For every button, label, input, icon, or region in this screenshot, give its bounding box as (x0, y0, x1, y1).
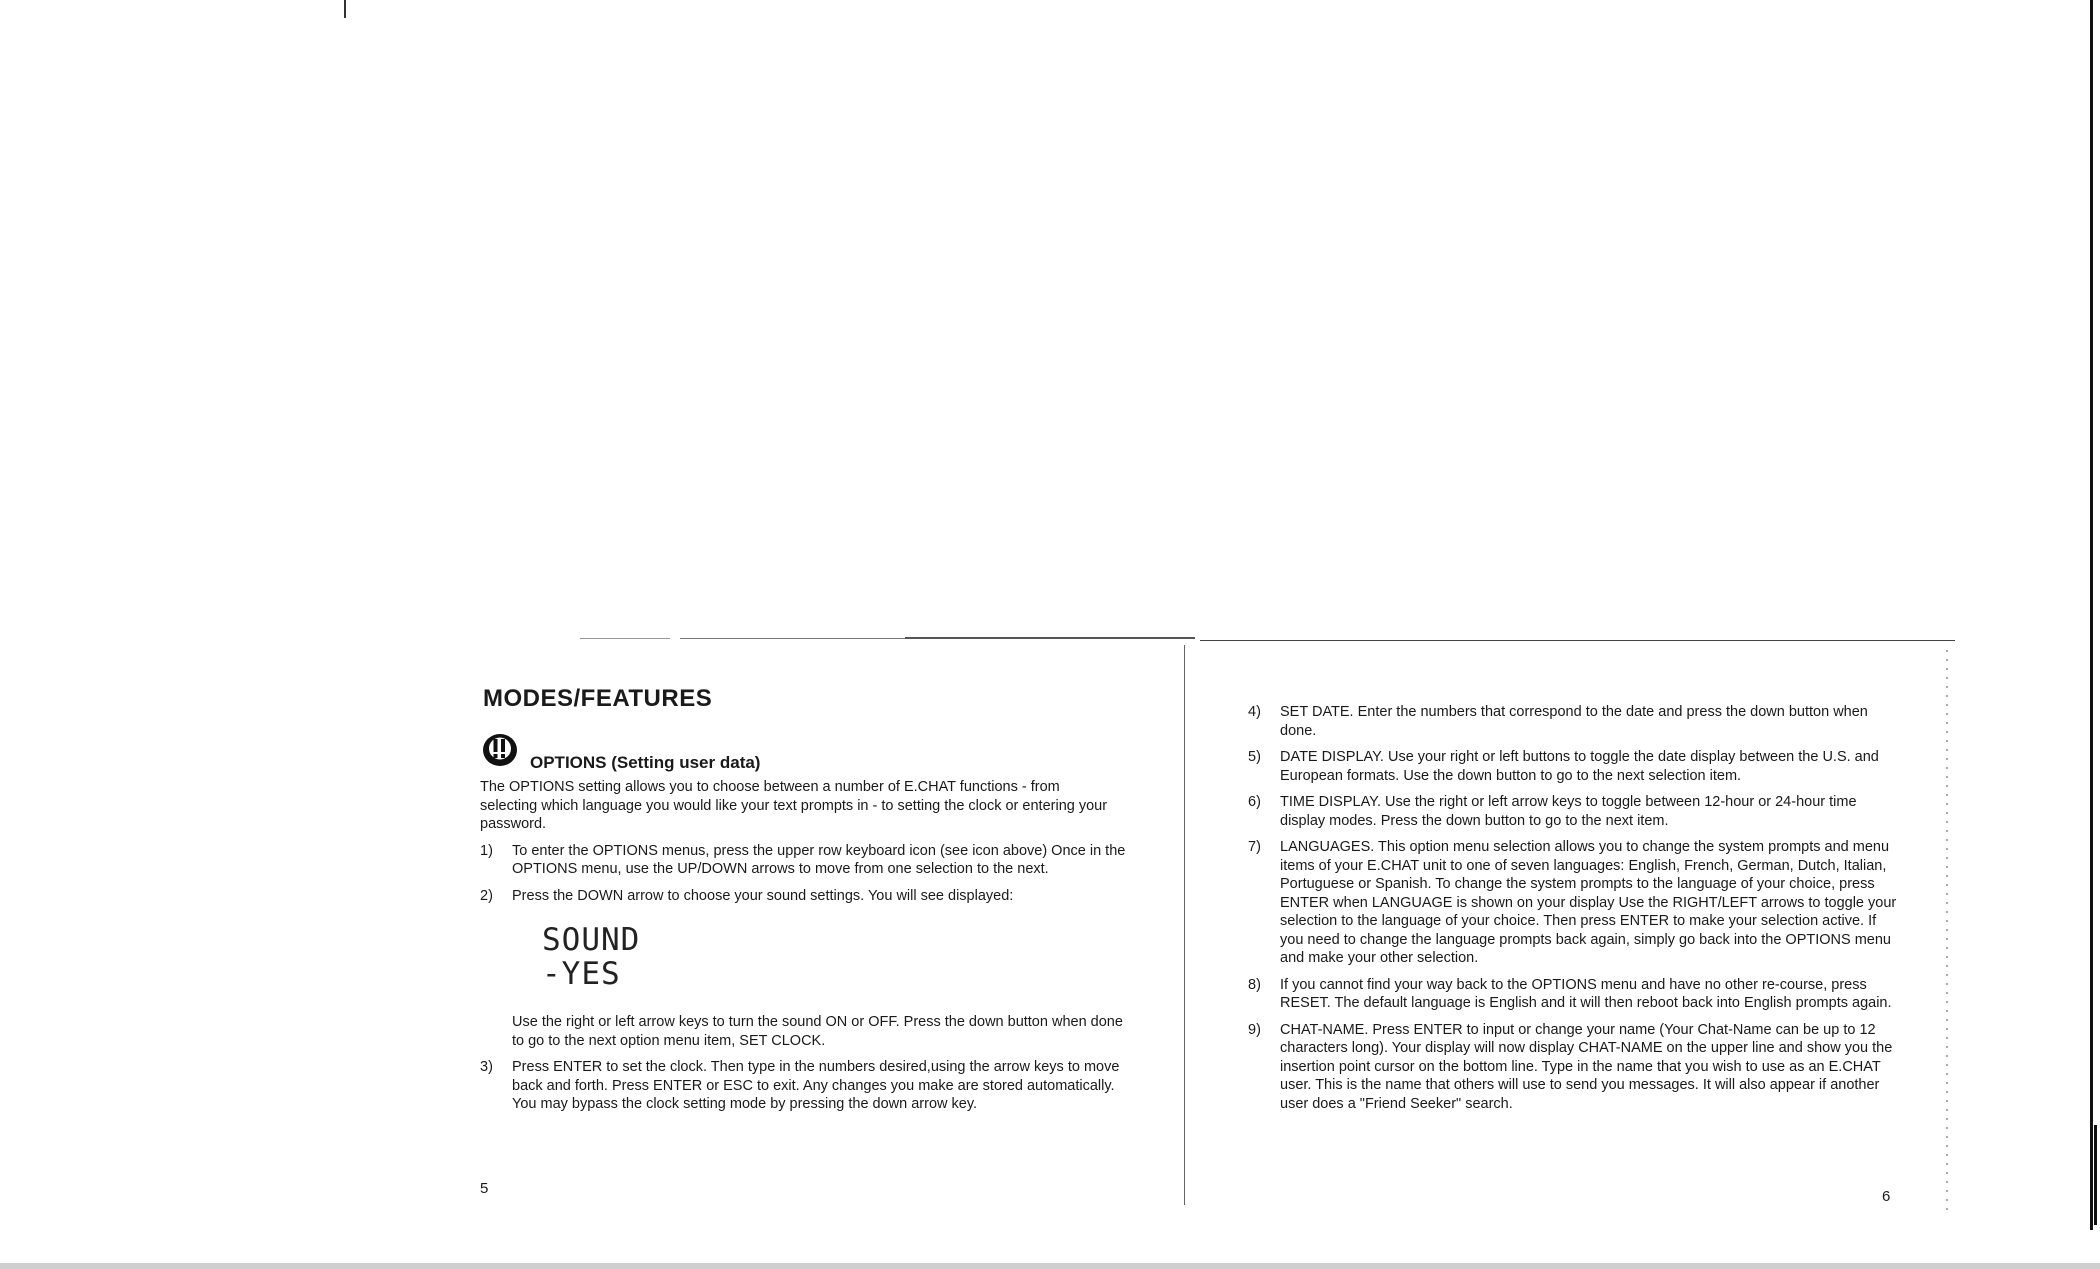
top-rule-fragment (680, 638, 905, 639)
left-page (480, 685, 1135, 1122)
sound-instructions: Use the right or left arrow keys to turn the sound ON or OFF. Press the down button when done to go to the next option menu item, SET CLOCK. (512, 1014, 1123, 1049)
list-item (1248, 976, 1898, 1013)
options-heading: OPTIONS (Setting user data) (530, 752, 761, 772)
item-text: SET DATE. Enter the numbers that correspond to the date and press the down button when done. (1280, 704, 1868, 739)
item-text: CHAT-NAME. Press ENTER to input or change your name (Your Chat-Name can be up to 12 characters long). Your display will now display CHAT-NAME on the upper line and show you the insertion point cursor on the bottom line. Type in the name that you wish to use as an E.CHAT user. This is the name that others will use to send you messages. It will also appear if another user does a "Friend Seeker" search. (1280, 1021, 1893, 1112)
item-text: Press the DOWN arrow to choose your sound settings. You will see displayed: (512, 887, 1014, 904)
item-number: 2) (480, 887, 493, 904)
item-text: LANGUAGES. This option menu selection allows you to change the system prompts and menu items of your E.CHAT unit to one of seven languages: English, French, German, Dutch, Italian, Portuguese or Spanish. To change the system prompts to the language of your choice, press ENTER when LANGUAGE is shown on your display Use the RIGHT/LEFT arrows to toggle your selection to the language of your choice. Then press ENTER to make your selection active. If you need to change the language prompts back again, simply go back into the OPTIONS menu and make your other selection. (1280, 839, 1897, 966)
list-item (480, 887, 1135, 906)
item-text: TIME DISPLAY. Use the right or left arrow keys to toggle between 12-hour or 24-hour time display modes. Press the down button to go to the next item. (1280, 794, 1857, 829)
item-number: 6) (1248, 794, 1261, 810)
list-item (1248, 1021, 1898, 1114)
options-heading-row (480, 731, 1135, 775)
list-item (1248, 838, 1898, 968)
list-item (1248, 793, 1898, 830)
top-rule-right (1200, 640, 1955, 641)
lcd-display-example (542, 923, 1135, 991)
page-number-left: 5 (480, 1180, 489, 1197)
top-rule-left (905, 637, 1195, 639)
scan-edge (2090, 0, 2093, 1230)
item-text: To enter the OPTIONS menus, press the upper row keyboard icon (see icon above) Once in the OPTIONS menu, use the UP/DOWN arrows to move from one selection to the next. (512, 842, 1126, 877)
lcd-line-1: SOUND (542, 922, 641, 958)
item-number: 3) (480, 1059, 493, 1075)
list-item (1248, 748, 1898, 785)
page-number-right: 6 (1882, 1188, 1891, 1205)
item-text: Press ENTER to set the clock. Then type in the numbers desired,using the arrow keys to move back and forth. Press ENTER or ESC to exit. Any changes you make are stored automatically. You may bypass the clock setting mode by pressing the down arrow key. (512, 1059, 1120, 1112)
intro-paragraph: The OPTIONS setting allows you to choose between a number of E.CHAT functions - from selecting which language you would like your text prompts in - to setting the clock or entering your password. (480, 779, 1108, 832)
page-edge-dots (1946, 650, 1948, 1210)
item-number: 8) (1248, 976, 1261, 993)
list-item (480, 842, 1135, 879)
item-number: 5) (1248, 749, 1261, 765)
list-item (480, 1058, 1135, 1114)
right-page (1248, 703, 1898, 1121)
item-number: 7) (1248, 839, 1261, 855)
page-title: MODES/FEATURES (483, 685, 713, 712)
item-number: 4) (1248, 704, 1261, 720)
scan-bottom-shade (0, 1263, 2100, 1269)
item-text: If you cannot find your way back to the OPTIONS menu and have no other re-course, press RESET. The default language is English and it will then reboot back into English prompts again. (1280, 976, 1892, 1011)
lcd-line-2: -YES (542, 956, 621, 992)
item-number: 9) (1248, 1021, 1261, 1038)
page-gutter (1184, 645, 1185, 1205)
list-item (1248, 703, 1898, 740)
scan-mark (344, 0, 346, 18)
item-text: DATE DISPLAY. Use your right or left buttons to toggle the date display between the U.S. and European formats. Use the down button to go to the next selection item. (1280, 749, 1879, 784)
top-rule-fragment (580, 638, 670, 639)
scan-edge-lower (2094, 1125, 2097, 1225)
item-number: 1) (480, 842, 493, 859)
exclamation-circle-icon (480, 731, 524, 775)
